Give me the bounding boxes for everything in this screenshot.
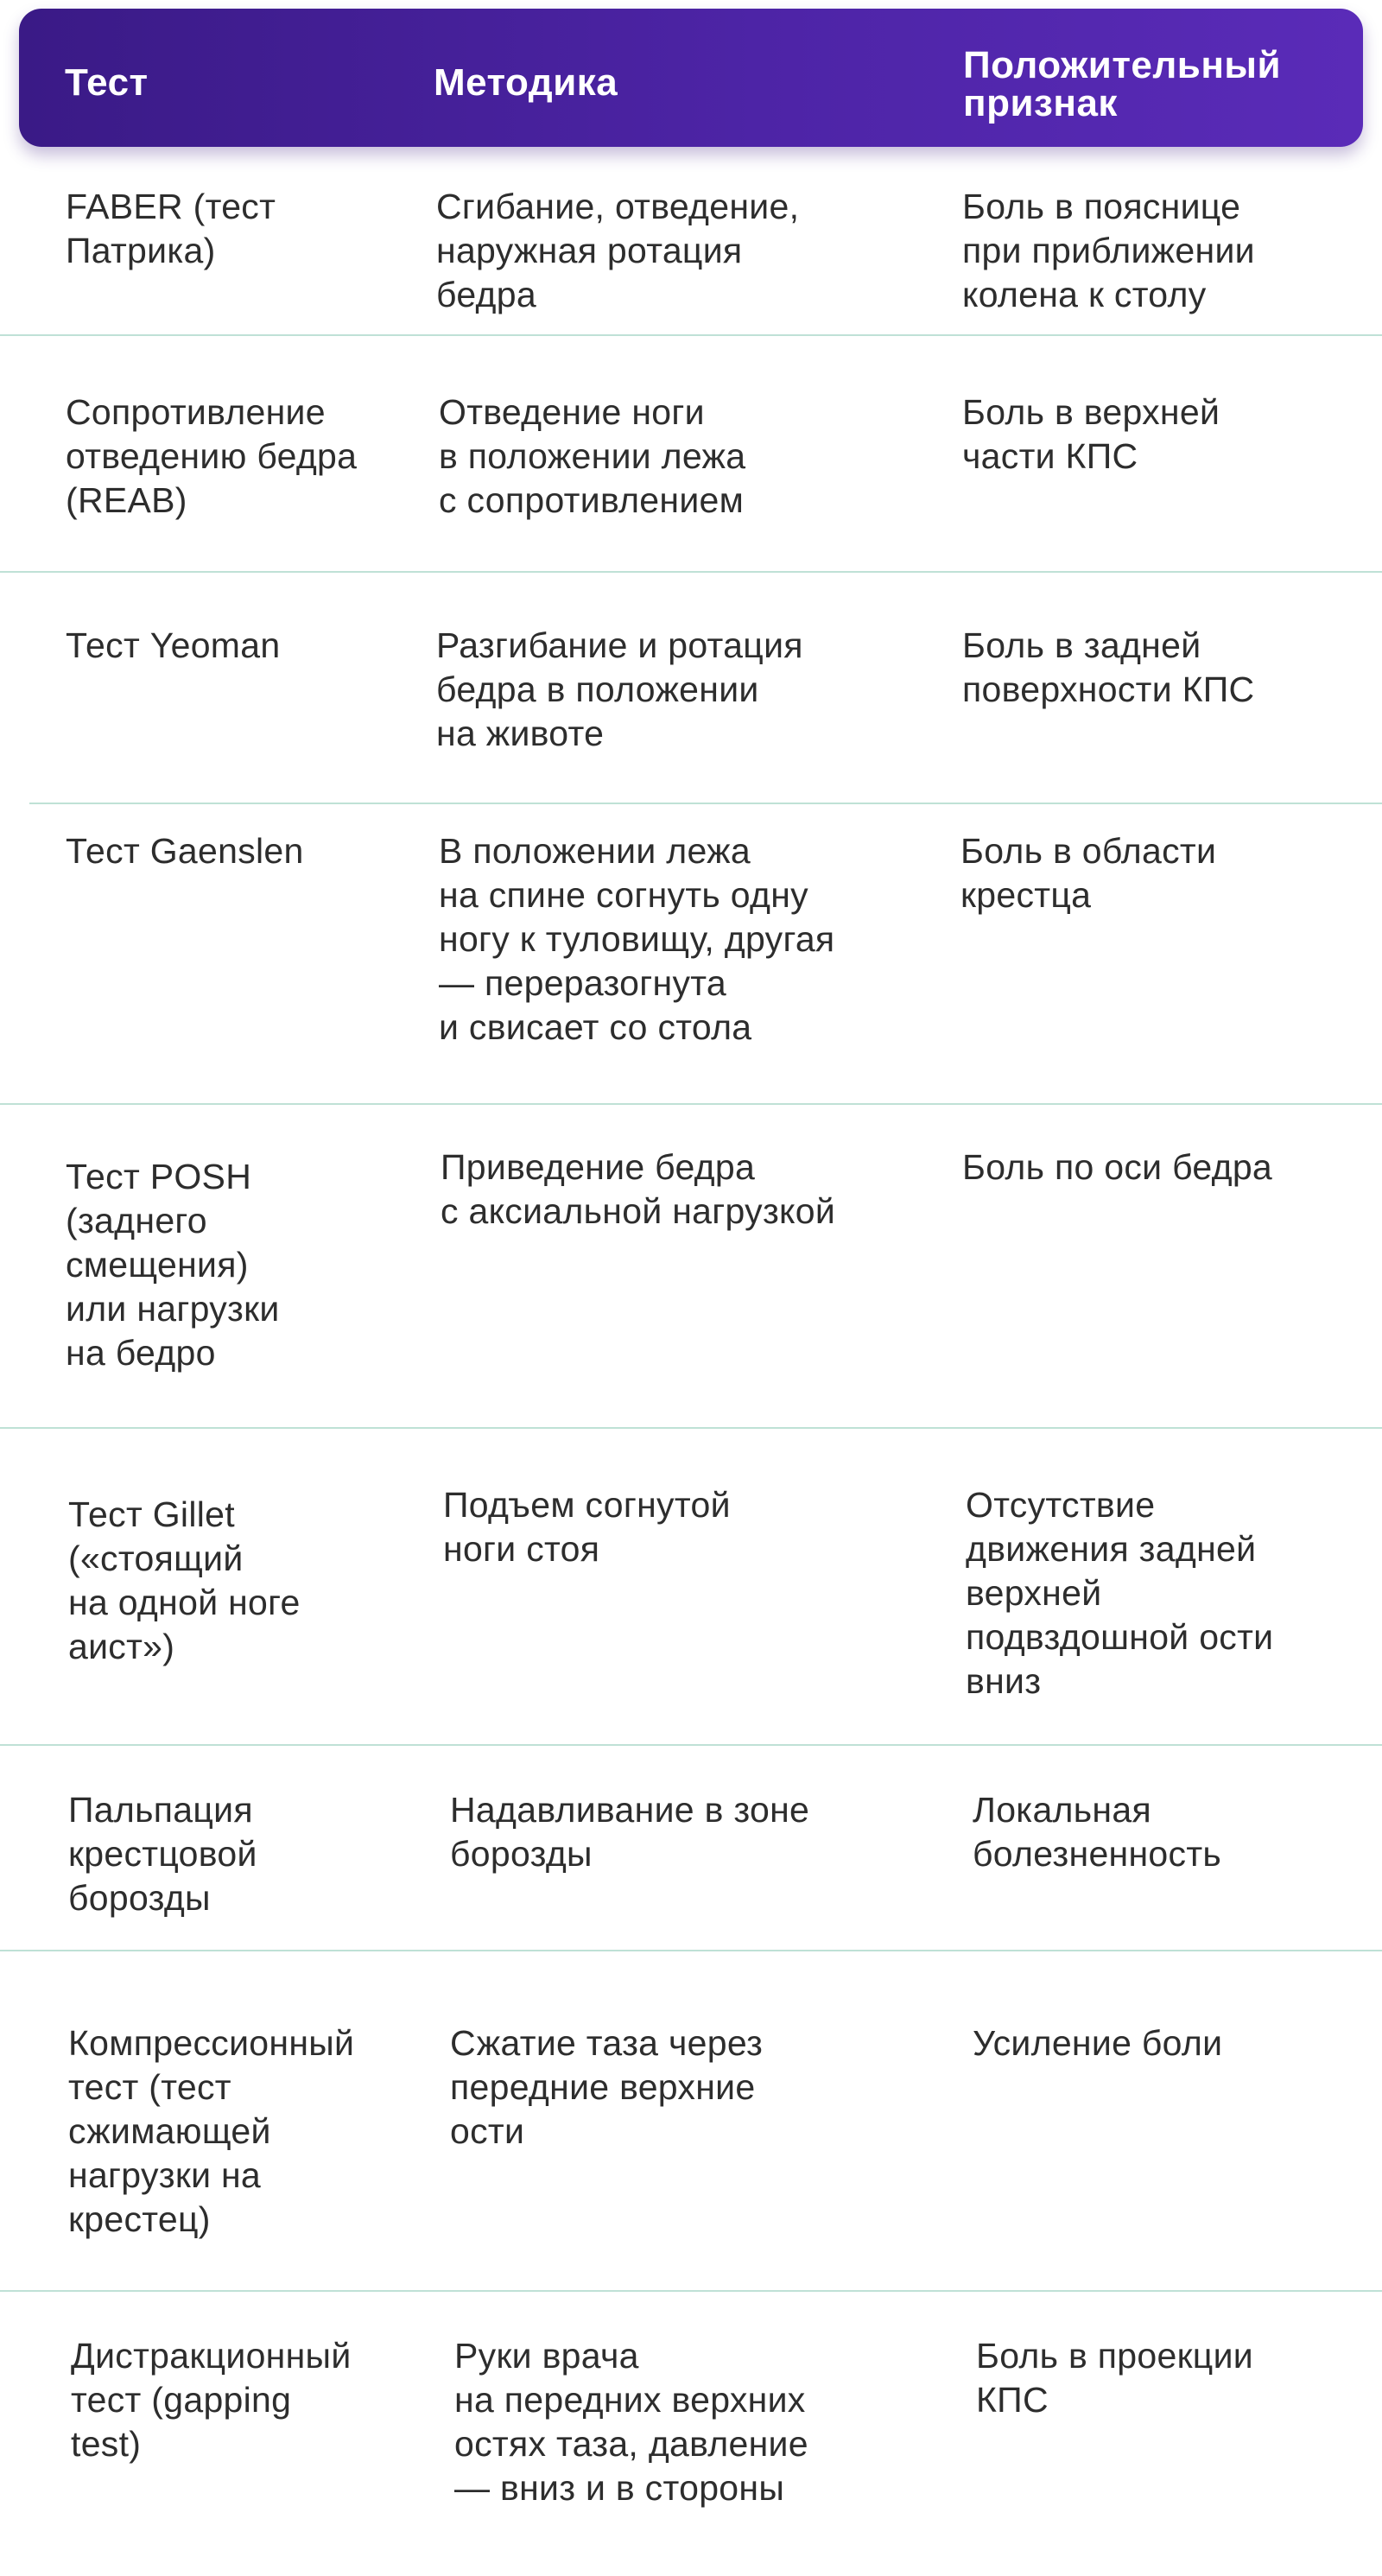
header-test: Тест — [65, 61, 149, 104]
cell-test: Тест Gillet («стоящий на одной ноге аист») — [68, 1494, 301, 1666]
cell-method: Приведение бедра с аксиальной нагрузкой — [441, 1147, 836, 1231]
cell-method: Сгибание, отведение, наружная ротация бедра — [436, 187, 800, 314]
row-divider — [29, 803, 1382, 804]
cell-method: Разгибание и ротация бедра в положении на животе — [436, 625, 803, 753]
cell-test: Тест Yeoman — [66, 625, 281, 665]
cell-positive: Отсутствие движения задней верхней подвздошной ости вниз — [966, 1485, 1274, 1701]
cell-positive: Боль в задней поверхности КПС — [962, 625, 1255, 709]
cell-method: Надавливание в зоне борозды — [450, 1790, 810, 1874]
row-divider — [0, 2290, 1382, 2292]
cell-positive: Боль в проекции КПС — [976, 2336, 1253, 2420]
cell-test: Сопротивление отведению бедра (REAB) — [66, 392, 358, 520]
row-divider — [0, 571, 1382, 573]
cell-positive: Боль по оси бедра — [962, 1147, 1273, 1187]
row-divider — [0, 334, 1382, 336]
cell-method: В положении лежа на спине согнуть одну ногу к туловищу, другая — переразогнута и свисает со стола — [439, 831, 835, 1047]
row-divider — [0, 1950, 1382, 1951]
row-divider — [0, 1744, 1382, 1746]
cell-positive: Локальная болезненность — [973, 1790, 1222, 1874]
row-divider — [0, 1103, 1382, 1105]
cell-test: Пальпация крестцовой борозды — [68, 1790, 257, 1918]
cell-test: Дистракционный тест (gapping test) — [71, 2336, 352, 2464]
cell-positive: Усиление боли — [973, 2023, 1223, 2063]
row-divider — [0, 1427, 1382, 1429]
header-positive: Положительный признак — [963, 44, 1282, 124]
cell-method: Подъем согнутой ноги стоя — [443, 1485, 731, 1569]
cell-test: FABER (тест Патрика) — [66, 187, 276, 270]
cell-test: Компрессионный тест (тест сжимающей нагрузки на крестец) — [68, 2023, 355, 2239]
header-method: Методика — [434, 61, 618, 104]
cell-method: Руки врача на передних верхних остях таза, давление — вниз и в стороны — [454, 2336, 808, 2508]
cell-test: Тест POSH (заднего смещения) или нагрузки на бедро — [66, 1157, 280, 1373]
cell-positive: Боль в области крестца — [960, 831, 1217, 915]
cell-positive: Боль в пояснице при приближении колена к столу — [962, 187, 1255, 314]
cell-method: Сжатие таза через передние верхние ости — [450, 2023, 764, 2151]
table-header — [19, 9, 1363, 147]
cell-test: Тест Gaenslen — [66, 831, 304, 871]
cell-method: Отведение ноги в положении лежа с сопротивлением — [439, 392, 746, 520]
cell-positive: Боль в верхней части КПС — [962, 392, 1220, 476]
